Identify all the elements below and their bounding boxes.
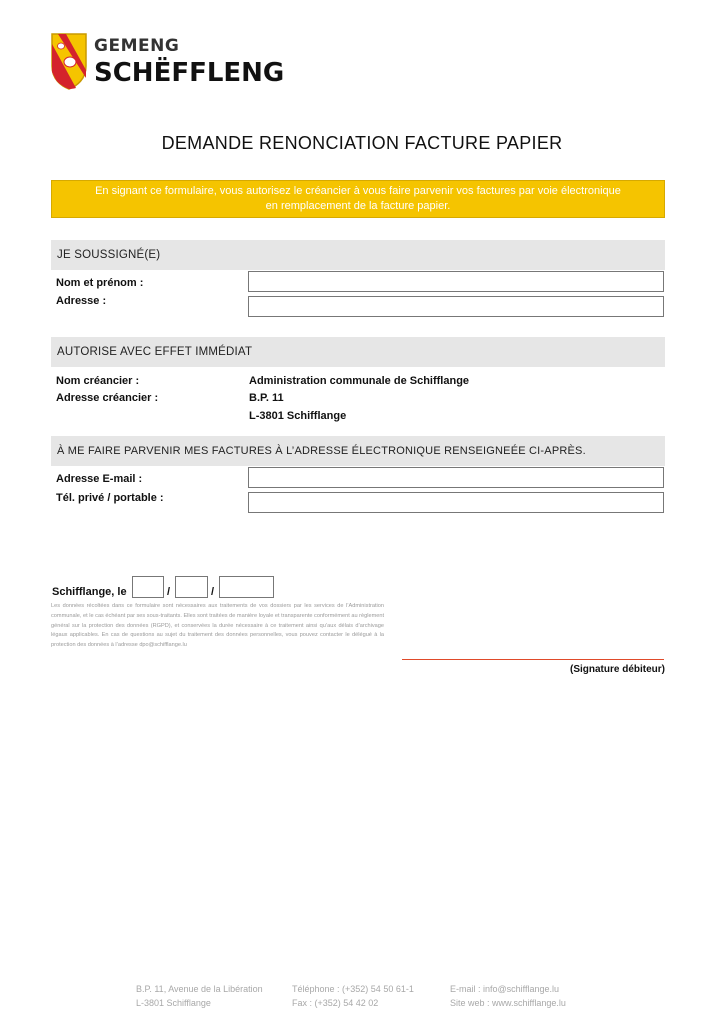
footer-address-line1: B.P. 11, Avenue de la Libération [136,984,263,994]
creditor-address-line1: B.P. 11 [249,392,284,404]
notice-line-1: En signant ce formulaire, vous autorisez le créancier à vous faire parvenir vos factures par voie électronique [95,185,621,197]
section-heading-authorize: AUTORISE AVEC EFFET IMMÉDIAT [51,337,665,367]
creditor-name-value: Administration communale de Schifflange [249,375,470,387]
date-place-label: Schifflange, le [52,586,127,598]
name-field[interactable] [248,271,664,292]
footer-contact [450,982,566,1010]
footer-address [136,982,263,1010]
document-title: DEMANDE RENONCIATION FACTURE PAPIER [161,133,563,153]
municipality-logo [50,32,285,94]
footer-email-line[interactable]: E-mail : info@schifflange.lu [450,984,560,994]
email-label: Adresse E-mail : [56,473,143,485]
phone-label: Tél. privé / portable : [56,492,164,504]
coat-of-arms-icon [50,32,88,90]
footer-phone-line: Téléphone : (+352) 54 50 61-1 [292,984,414,994]
creditor-address-line2: L-3801 Schifflange [249,410,347,422]
creditor-name-label: Nom créancier : [56,375,140,387]
signature-label: (Signature débiteur) [569,664,665,675]
email-field[interactable] [248,467,664,488]
section-heading-undersigned: JE SOUSSIGNÉ(E) [51,240,665,270]
date-separator-1: / [167,586,171,598]
logo-text-gemeng: GEMENG [94,36,180,56]
date-separator-2: / [211,586,215,598]
footer-address-line2: L-3801 Schifflange [136,998,211,1008]
footer-fax-line: Fax : (+352) 54 42 02 [292,998,379,1008]
phone-field[interactable] [248,492,664,513]
footer-web-line[interactable]: Site web : www.schifflange.lu [450,998,566,1008]
notice-line-2: en remplacement de la facture papier. [265,200,451,212]
notice-banner [51,180,665,218]
logo-text-scheffleng: SCHËFFLENG [94,58,285,88]
section-heading-email-delivery: À ME FAIRE PARVENIR MES FACTURES À L’ADRESSE ÉLECTRONIQUE RENSEIGNEÉE CI-APRÈS. [51,436,665,466]
date-month-field[interactable] [175,576,208,598]
address-field[interactable] [248,296,664,317]
footer-phone [292,982,414,1010]
privacy-notice: Les données récoltées dans ce formulaire sont nécessaires aux traitements de vos dossiers par les services de l’Administration communale, et le cas échéant par ses sous-traitants. Elles sont traitées de manière loyale et transparente conformément au règlement général sur la protection des données (RGPD), et conservées la durée nécessaire à ce traitement ainsi qu’aux délais d’archivage légaux applicables. En cas de questions au sujet du traitement des données personnelles, vous pouvez contacter le délégué à la protection des données à l’adresse dpo@schifflange.lu [51,603,385,649]
date-day-field[interactable] [132,576,164,598]
signature-line[interactable] [402,659,664,660]
address-label: Adresse : [56,295,107,307]
creditor-address-label: Adresse créancier : [56,392,159,404]
name-label: Nom et prénom : [56,277,144,289]
date-year-field[interactable] [219,576,274,598]
